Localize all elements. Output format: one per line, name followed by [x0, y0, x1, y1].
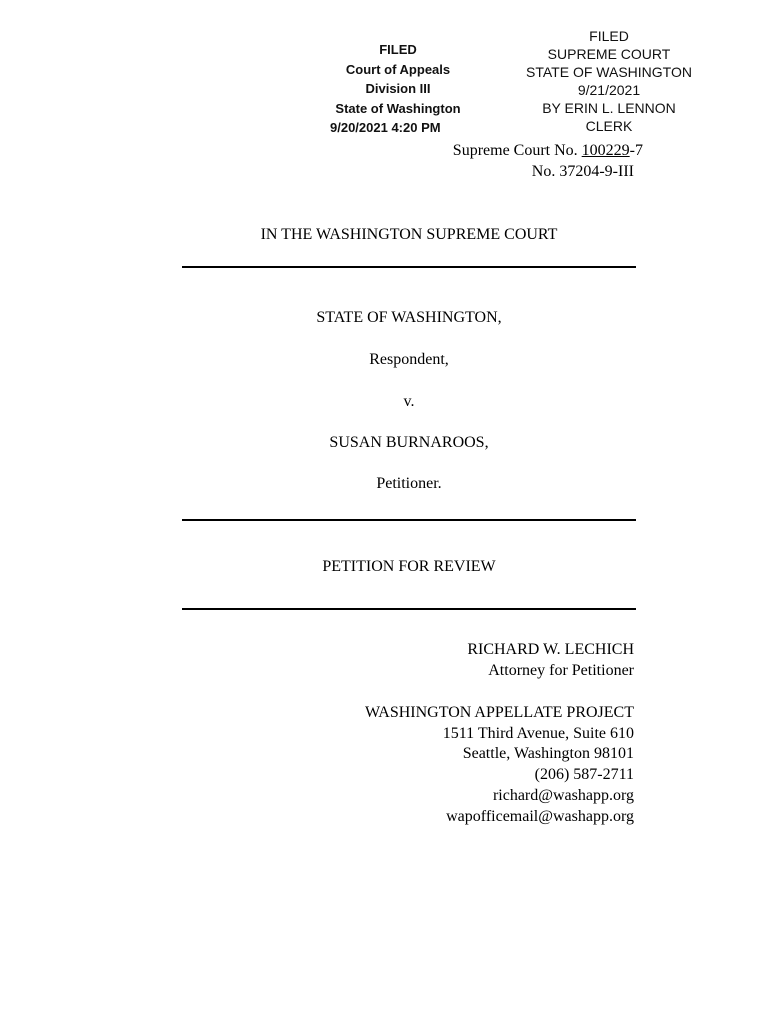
supreme-court-docket-number: [453, 141, 643, 161]
stamp-filed-label: FILED: [379, 42, 417, 57]
stamp-clerk-title: CLERK: [585, 118, 633, 134]
stamp-court-name: SUPREME COURT: [547, 46, 671, 62]
organization-name: WASHINGTON APPELLATE PROJECT: [364, 704, 634, 721]
stamp-filed-label: FILED: [589, 28, 629, 44]
party-respondent-role: Respondent,: [369, 351, 449, 368]
appeals-docket-number: No. 37204-9-III: [531, 163, 634, 180]
attorney-email: richard@washapp.org: [492, 786, 634, 804]
office-email: wapofficemail@washapp.org: [446, 807, 634, 825]
party-petitioner-role: Petitioner.: [376, 475, 442, 492]
court-heading: IN THE WASHINGTON SUPREME COURT: [260, 226, 558, 243]
attorney-name: RICHARD W. LECHICH: [467, 641, 634, 658]
organization-phone: (206) 587-2711: [534, 766, 634, 784]
supreme-court-filing-stamp: [512, 27, 706, 135]
stamp-state: STATE OF WASHINGTON: [526, 64, 692, 80]
divider-line: [182, 519, 636, 521]
organization-block: [365, 703, 634, 827]
stamp-date: 9/21/2021: [577, 82, 641, 98]
divider-line: [182, 608, 636, 610]
attorney-role: Attorney for Petitioner: [488, 661, 634, 679]
stamp-state: State of Washington: [335, 100, 461, 116]
court-of-appeals-filing-stamp: [322, 40, 474, 138]
organization-address-line1: 1511 Third Avenue, Suite 610: [442, 724, 634, 742]
docket-prefix: Supreme Court No.: [452, 142, 582, 159]
organization-address-line2: Seattle, Washington 98101: [462, 745, 634, 763]
divider-line: [182, 266, 636, 268]
docket-number-underlined: 100229: [581, 142, 630, 159]
docket-suffix: -7: [629, 142, 643, 159]
party-respondent-name: STATE OF WASHINGTON,: [316, 309, 502, 326]
stamp-clerk-name: BY ERIN L. LENNON: [542, 100, 676, 116]
document-title: PETITION FOR REVIEW: [322, 558, 496, 575]
stamp-datetime: 9/20/2021 4:20 PM: [330, 120, 441, 135]
versus-label: v.: [403, 393, 415, 410]
attorney-block: [467, 640, 634, 681]
stamp-court-name: Court of Appeals: [345, 61, 451, 77]
stamp-division: Division III: [365, 81, 431, 96]
party-petitioner-name: SUSAN BURNAROOS,: [329, 434, 489, 451]
